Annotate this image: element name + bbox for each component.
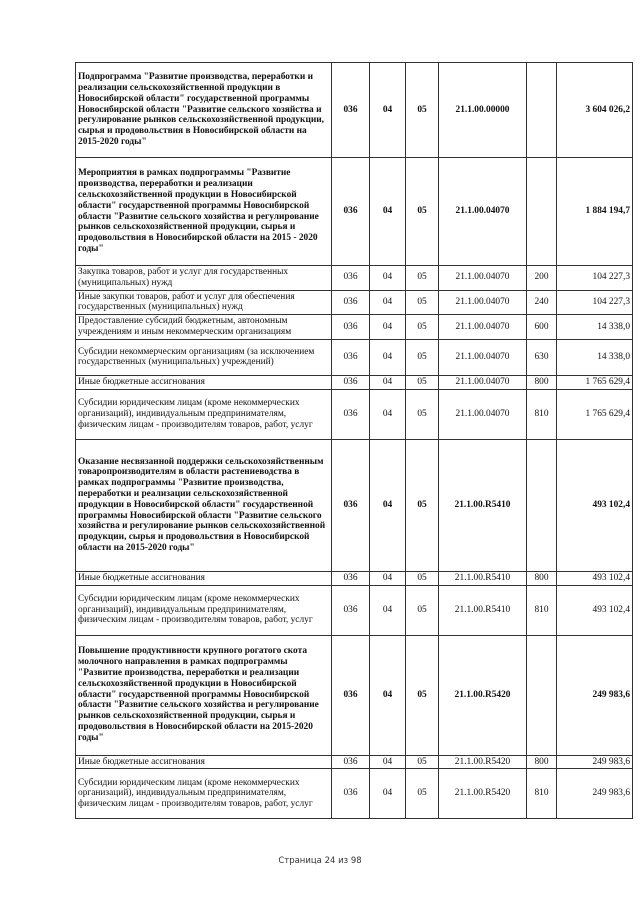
row-rz: 04 [370,63,406,158]
row-vr: 800 [527,571,557,585]
row-csr: 21.1.00.04070 [439,375,527,389]
row-name: Субсидии юридическим лицам (кроме некоммерческих организаций), индивидуальным предпринимателям, физическим лицам - производителям товаров, работ, услуг [76,769,332,819]
row-rz: 04 [370,755,406,769]
row-vr: 810 [527,389,557,439]
row-rz: 04 [370,769,406,819]
row-ved: 036 [332,755,370,769]
table-row [76,585,633,635]
row-pr: 05 [406,635,439,755]
row-vr: 800 [527,375,557,389]
table-row [76,755,633,769]
row-sum: 493 102,4 [557,585,633,635]
row-name: Иные бюджетные ассигнования [76,755,332,769]
row-name: Закупка товаров, работ и услуг для государственных (муниципальных) нужд [76,266,332,291]
row-rz: 04 [370,439,406,571]
row-name: Повышение продуктивности крупного рогатого скота молочного направления в рамках подпрограммы "Развитие производства, переработки и реализации сельскохозяйственной продукции в Новосибирской области" государственной программы Новосибирской области "Развитие сельского хозяйства и регулирование рынков сельскохозяйственной продукции, сырья и продовольствия в Новосибирской области на 2015-2020 годы" [76,635,332,755]
table-row [76,389,633,439]
row-pr: 05 [406,63,439,158]
row-sum: 249 983,6 [557,635,633,755]
table-row [76,315,633,340]
row-name: Субсидии некоммерческим организациям (за исключением государственных (муниципальных) учреждений) [76,339,332,375]
row-ved: 036 [332,339,370,375]
budget-table [75,62,633,819]
row-rz: 04 [370,571,406,585]
row-sum: 249 983,6 [557,755,633,769]
row-sum: 493 102,4 [557,439,633,571]
table-row [76,266,633,291]
row-ved: 036 [332,63,370,158]
row-ved: 036 [332,375,370,389]
row-name: Подпрограмма "Развитие производства, переработки и реализации сельскохозяйственной продукции в Новосибирской области" государственной программы Новосибирской области "Развитие сельского хозяйства и регулирование рынков сельскохозяйственной продукции, сырья и продовольствия в Новосибирской области на 2015-2020 годы" [76,63,332,158]
row-rz: 04 [370,339,406,375]
row-ved: 036 [332,158,370,266]
row-csr: 21.1.00.04070 [439,315,527,340]
row-csr: 21.1.00.R5420 [439,635,527,755]
row-rz: 04 [370,315,406,340]
row-name: Субсидии юридическим лицам (кроме некоммерческих организаций), индивидуальным предпринимателям, физическим лицам - производителям товаров, работ, услуг [76,389,332,439]
row-vr [527,158,557,266]
row-sum: 1 765 629,4 [557,389,633,439]
table-row [76,571,633,585]
row-vr [527,63,557,158]
row-pr: 05 [406,585,439,635]
row-ved: 036 [332,571,370,585]
row-csr: 21.1.00.R5410 [439,439,527,571]
row-rz: 04 [370,585,406,635]
row-csr: 21.1.00.04070 [439,389,527,439]
row-sum: 14 338,0 [557,339,633,375]
row-ved: 036 [332,389,370,439]
table-row [76,375,633,389]
row-csr: 21.1.00.04070 [439,158,527,266]
row-ved: 036 [332,439,370,571]
budget-table-body [76,63,633,819]
row-name: Оказание несвязанной поддержки сельскохозяйственным товаропроизводителям в области растениеводства в рамках подпрограммы "Развитие производства, переработки и реализации сельскохозяйственной продукции в Новосибирской области" государственной программы Новосибирской области "Развитие сельского хозяйства и регулирование рынков сельскохозяйственной продукции, сырья и продовольствия в Новосибирской области на 2015-2020 годы" [76,439,332,571]
row-pr: 05 [406,769,439,819]
page-number: Страница 24 из 98 [278,856,362,866]
row-vr: 630 [527,339,557,375]
table-row [76,158,633,266]
row-rz: 04 [370,266,406,291]
table-row [76,63,633,158]
row-name: Иные бюджетные ассигнования [76,375,332,389]
row-ved: 036 [332,585,370,635]
row-rz: 04 [370,375,406,389]
row-ved: 036 [332,635,370,755]
row-vr: 810 [527,585,557,635]
row-pr: 05 [406,439,439,571]
row-csr: 21.1.00.04070 [439,266,527,291]
row-pr: 05 [406,389,439,439]
row-ved: 036 [332,769,370,819]
row-sum: 3 604 026,2 [557,63,633,158]
row-vr: 800 [527,755,557,769]
row-ved: 036 [332,266,370,291]
row-pr: 05 [406,266,439,291]
row-pr: 05 [406,339,439,375]
row-sum: 14 338,0 [557,315,633,340]
row-rz: 04 [370,290,406,315]
row-csr: 21.1.00.00000 [439,63,527,158]
row-csr: 21.1.00.04070 [439,339,527,375]
row-pr: 05 [406,571,439,585]
row-pr: 05 [406,315,439,340]
row-csr: 21.1.00.R5420 [439,769,527,819]
row-pr: 05 [406,755,439,769]
row-pr: 05 [406,290,439,315]
row-vr: 240 [527,290,557,315]
row-vr: 200 [527,266,557,291]
row-name: Субсидии юридическим лицам (кроме некоммерческих организаций), индивидуальным предпринимателям, физическим лицам - производителям товаров, работ, услуг [76,585,332,635]
table-row [76,635,633,755]
table-row [76,439,633,571]
row-ved: 036 [332,290,370,315]
row-sum: 493 102,4 [557,571,633,585]
table-row [76,339,633,375]
row-rz: 04 [370,389,406,439]
row-vr [527,635,557,755]
row-sum: 104 227,3 [557,290,633,315]
row-csr: 21.1.00.R5410 [439,585,527,635]
row-csr: 21.1.00.R5420 [439,755,527,769]
row-csr: 21.1.00.R5410 [439,571,527,585]
row-name: Иные бюджетные ассигнования [76,571,332,585]
row-name: Предоставление субсидий бюджетным, автономным учреждениям и иным некоммерческим организациям [76,315,332,340]
row-rz: 04 [370,635,406,755]
row-sum: 249 983,6 [557,769,633,819]
row-pr: 05 [406,158,439,266]
table-row [76,290,633,315]
row-sum: 104 227,3 [557,266,633,291]
row-name: Мероприятия в рамках подпрограммы "Развитие производства, переработки и реализации сельскохозяйственной продукции в Новосибирской области" государственной программы Новосибирской области "Развитие сельского хозяйства и регулирование рынков сельскохозяйственной продукции, сырья и продовольствия в Новосибирской области на 2015 - 2020 годы" [76,158,332,266]
table-row [76,769,633,819]
row-csr: 21.1.00.04070 [439,290,527,315]
row-ved: 036 [332,315,370,340]
row-vr: 810 [527,769,557,819]
row-vr: 600 [527,315,557,340]
row-rz: 04 [370,158,406,266]
row-sum: 1 765 629,4 [557,375,633,389]
row-pr: 05 [406,375,439,389]
row-sum: 1 884 194,7 [557,158,633,266]
row-name: Иные закупки товаров, работ и услуг для обеспечения государственных (муниципальных) нужд [76,290,332,315]
row-vr [527,439,557,571]
